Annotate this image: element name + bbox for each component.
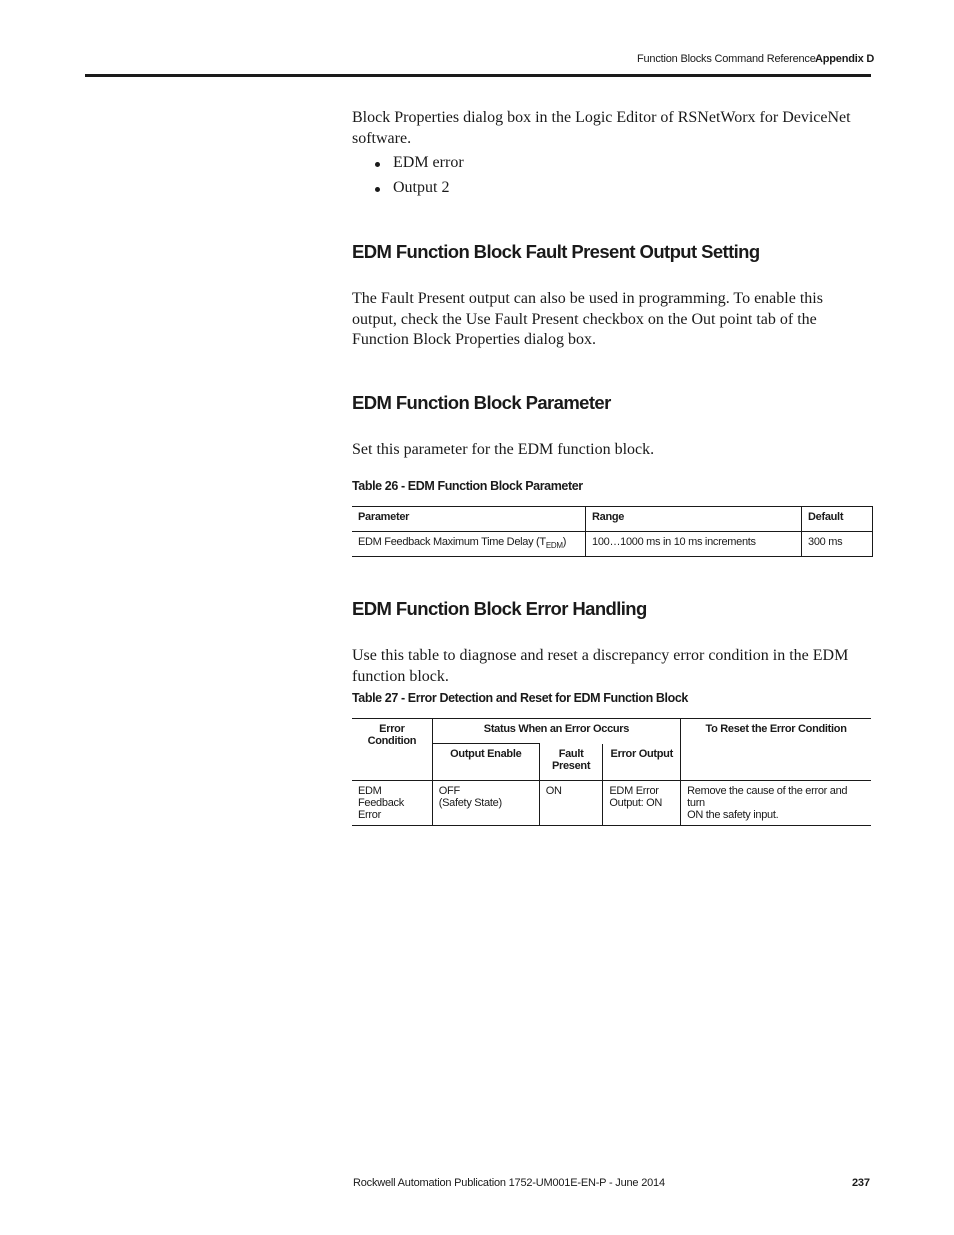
bullet-item — [375, 153, 464, 178]
header-line: Condition — [367, 735, 417, 747]
cell-line: EDM Error — [609, 785, 659, 797]
cell-line: EDM Feedback — [358, 785, 404, 809]
intro-bullet-list — [375, 153, 464, 203]
column-header-fault-present — [539, 744, 603, 781]
table-row — [352, 781, 871, 826]
parameter-suffix: ) — [562, 536, 567, 548]
table-header-row — [352, 507, 873, 532]
edm-parameter-table — [352, 506, 873, 557]
error-handling-paragraph: Use this table to diagnose and reset a discrepancy error condition in the EDM function block. — [352, 647, 849, 685]
page-number: 237 — [852, 1177, 870, 1189]
running-header-appendix: Appendix D — [815, 53, 875, 65]
bullet-icon — [375, 187, 380, 192]
cell-range: 100…1000 ms in 10 ms increments — [586, 532, 802, 557]
table-27-caption: Table 27 - Error Detection and Reset for EDM Function Block — [352, 691, 688, 705]
column-header-reset: To Reset the Error Condition — [681, 719, 871, 781]
footer-publication: Rockwell Automation Publication 1752-UM001E-EN-P - June 2014 — [353, 1177, 665, 1189]
column-header-range: Range — [586, 507, 802, 532]
table-header-row — [352, 719, 871, 744]
section-heading-fault-present: EDM Function Block Fault Present Output Setting — [352, 241, 760, 262]
cell-reset — [681, 781, 871, 826]
fault-present-paragraph: The Fault Present output can also be used in programming. To enable this output, check the Use Fault Present checkbox on the Out point tab of the Function Block Properties dialog box. — [352, 290, 823, 348]
cell-error-condition — [352, 781, 432, 826]
cell-error-output — [603, 781, 681, 826]
bullet-text: EDM error — [393, 154, 464, 171]
cell-parameter — [352, 532, 586, 557]
cell-line: Error — [358, 809, 381, 821]
header-line: Fault — [558, 747, 584, 760]
cell-default: 300 ms — [802, 532, 873, 557]
parameter-subscript: EDM — [545, 541, 563, 551]
table-26-caption: Table 26 - EDM Function Block Parameter — [352, 479, 583, 493]
error-detection-table — [352, 718, 871, 826]
cell-line: OFF — [438, 785, 460, 797]
table-row — [352, 532, 873, 557]
header-line: Error — [379, 723, 405, 735]
column-header-status: Status When an Error Occurs — [432, 719, 680, 744]
cell-line: ON the safety input. — [687, 809, 779, 821]
cell-line: Remove the cause of the error and turn — [687, 785, 848, 809]
column-header-error-output: Error Output — [603, 744, 681, 781]
bullet-icon — [375, 162, 380, 167]
running-header-section: Function Blocks Command Reference — [637, 53, 816, 65]
cell-output-enable — [432, 781, 539, 826]
column-header-error-condition — [352, 719, 432, 781]
cell-fault-present: ON — [539, 781, 603, 826]
parameter-name: EDM Feedback Maximum Time Delay (T — [358, 536, 546, 548]
bullet-item — [375, 178, 464, 203]
section-heading-error-handling: EDM Function Block Error Handling — [352, 598, 647, 619]
parameter-paragraph: Set this parameter for the EDM function block. — [352, 441, 655, 458]
cell-line: (Safety State) — [438, 797, 502, 809]
cell-line: Output: ON — [609, 797, 663, 809]
intro-paragraph: Block Properties dialog box in the Logic Editor of RSNetWorx for DeviceNet software. — [352, 109, 851, 147]
column-header-parameter: Parameter — [352, 507, 586, 532]
bullet-text: Output 2 — [393, 179, 450, 196]
section-heading-parameter: EDM Function Block Parameter — [352, 392, 611, 413]
header-line: Present — [551, 759, 591, 772]
column-header-default: Default — [802, 507, 873, 532]
column-header-output-enable: Output Enable — [432, 744, 539, 781]
header-rule — [85, 74, 871, 77]
